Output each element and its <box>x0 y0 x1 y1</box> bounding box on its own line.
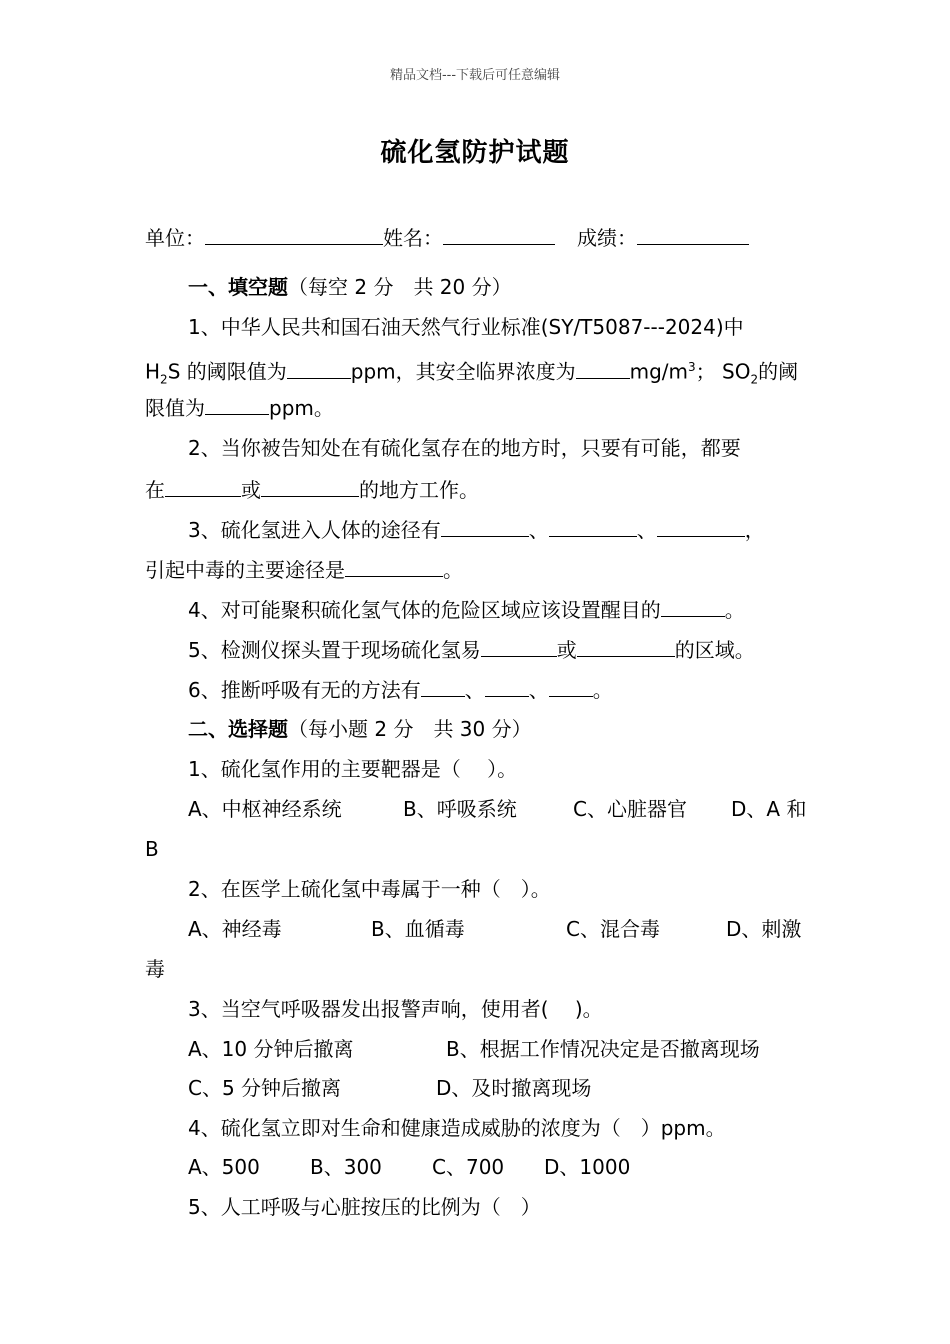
q3-blank-1[interactable] <box>441 516 529 537</box>
fill-q2-line1: 2、当你被告知处在有硫化氢存在的地方时，只要有可能，都要 <box>188 436 741 460</box>
q2-blank-2[interactable] <box>261 476 359 497</box>
fill-q4: 4、对可能聚积硫化氢气体的危险区域应该设置醒目的 。 <box>188 598 745 622</box>
q1-blank-2[interactable] <box>576 358 630 379</box>
c4-option-c[interactable]: C、700 <box>432 1155 505 1179</box>
c1-option-d[interactable]: D、A 和 <box>731 797 807 821</box>
c2-option-c[interactable]: C、混合毒 <box>566 917 660 941</box>
choice-q3-options-row2 <box>188 1074 591 1102</box>
fill-q3-line2: 引起中毒的主要途径是 。 <box>145 558 463 582</box>
choice-q2: 2、在医学上硫化氢中毒属于一种（ ）。 <box>188 877 551 901</box>
fill-q2-line2: 在 或 的地方工作。 <box>145 478 479 502</box>
choice-q3-options-row1 <box>188 1035 760 1063</box>
page-header: 精品文档---下载后可任意编辑 <box>389 68 561 83</box>
q1-blank-1[interactable] <box>287 358 351 379</box>
choice-q3: 3、当空气呼吸器发出报警声响，使用者( )。 <box>188 997 603 1021</box>
q3-blank-2[interactable] <box>549 516 637 537</box>
section1-heading: 一、填空题（每空 2 分 共 20 分） <box>188 275 512 299</box>
score-blank[interactable] <box>637 224 749 245</box>
choice-q2-options <box>188 915 801 943</box>
fill-q1-line3: 限值为 ppm。 <box>145 396 334 420</box>
choice-q1-options <box>188 795 806 823</box>
name-blank[interactable] <box>443 224 555 245</box>
fill-q5: 5、检测仪探头置于现场硫化氢易 或 的区域。 <box>188 638 755 662</box>
choice-q5: 5、人工呼吸与心脏按压的比例为（ ） <box>188 1195 541 1219</box>
section2-heading: 二、选择题（每小题 2 分 共 30 分） <box>188 717 532 741</box>
q3-blank-4[interactable] <box>345 556 443 577</box>
fill-q1-line1: 1、中华人民共和国石油天然气行业标准(SY/T5087---2024)中 <box>188 315 744 339</box>
c2-option-d[interactable]: D、刺激 <box>726 917 802 941</box>
q3-blank-3[interactable] <box>657 516 745 537</box>
q1-blank-3[interactable] <box>205 394 269 415</box>
fill-q6: 6、推断呼吸有无的方法有 、 、 。 <box>188 678 613 702</box>
q6-blank-1[interactable] <box>421 676 465 697</box>
q5-blank-1[interactable] <box>481 636 557 657</box>
c1-option-c[interactable]: C、心脏器官 <box>573 797 687 821</box>
q2-blank-1[interactable] <box>165 476 241 497</box>
c1-option-a[interactable]: A、中枢神经系统 <box>188 797 342 821</box>
c3-option-b[interactable]: B、根据工作情况决定是否撤离现场 <box>446 1037 760 1061</box>
choice-q1-option-d-cont: B <box>145 837 159 861</box>
page-title: 硫化氢防护试题 <box>380 138 570 168</box>
c3-option-d[interactable]: D、及时撤离现场 <box>436 1076 592 1100</box>
c2-option-b[interactable]: B、血循毒 <box>371 917 465 941</box>
fill-q1-line2: $H_2S$ 的阈限值为 ppm，其安全临界浓度为 $mg/m^3$； $SO_2$的阈 <box>145 359 799 387</box>
c1-option-b[interactable]: B、呼吸系统 <box>403 797 517 821</box>
score-label: 成绩： <box>577 226 637 250</box>
fill-q3-line1: 3、硫化氢进入人体的途径有 、 、 ， <box>188 518 765 542</box>
c4-option-a[interactable]: A、500 <box>188 1155 260 1179</box>
unit-blank[interactable] <box>205 224 383 245</box>
c2-option-a[interactable]: A、神经毒 <box>188 917 282 941</box>
q6-blank-3[interactable] <box>549 676 593 697</box>
choice-q2-option-d-cont: 毒 <box>145 957 165 981</box>
info-line <box>145 224 749 252</box>
c4-option-d[interactable]: D、1000 <box>544 1155 631 1179</box>
c3-option-a[interactable]: A、10 分钟后撤离 <box>188 1037 354 1061</box>
c4-option-b[interactable]: B、300 <box>310 1155 382 1179</box>
choice-q4-options <box>188 1153 630 1181</box>
q4-blank[interactable] <box>661 596 725 617</box>
choice-q1: 1、硫化氢作用的主要靶器是（ ）。 <box>188 757 518 781</box>
q6-blank-2[interactable] <box>485 676 529 697</box>
c3-option-c[interactable]: C、5 分钟后撤离 <box>188 1076 342 1100</box>
name-label: 姓名： <box>383 226 443 250</box>
q5-blank-2[interactable] <box>577 636 675 657</box>
unit-label: 单位： <box>145 226 205 250</box>
choice-q4: 4、硫化氢立即对生命和健康造成威胁的浓度为（ ）ppm。 <box>188 1116 726 1140</box>
